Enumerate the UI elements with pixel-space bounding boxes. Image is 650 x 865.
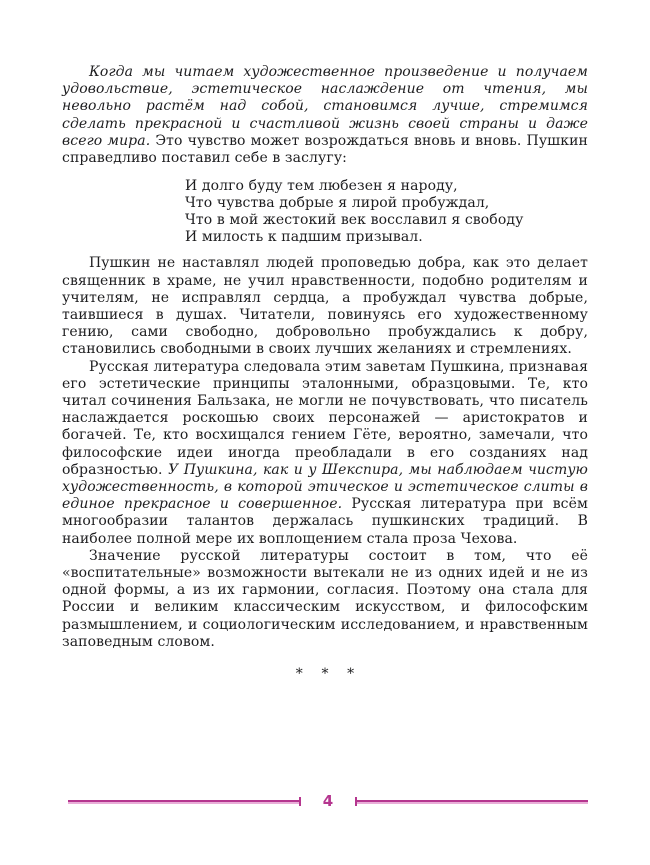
paragraph-intro	[62, 64, 588, 167]
poem-line: Что в мой жестокий век восславил я свободу	[185, 211, 524, 228]
paragraph-3	[62, 359, 588, 548]
poem-line: И милость к падшим призывал.	[185, 228, 423, 245]
paragraph-3-regular-segment-2: Русская литература при всём многообразии талантов держалась пушкинских традиций. В наиболее полной мере их воплощением стала проза Чехова.	[62, 496, 588, 547]
poem-line: И долго буду тем любезен я народу,	[185, 178, 458, 195]
paragraph-4: Значение русской литературы состоит в том, что её «воспитательные» возможности вытекали не из одних идей и не из одной формы, а из их гармонии, согласия. Поэтому она стала для России и великим классическим искусством, и философским размышлением, и социологическим исследованием, и нравственным заповедным словом.	[62, 547, 588, 650]
footer-rule-left-tick	[299, 797, 301, 806]
intro-italic-segment: Когда мы читаем художественное произведение и получаем удовольствие, эстетическое наслаждение от чтения, мы невольно растём над собой, становимся лучше, стремимся сделать прекрасной и счастливой жизнь своей страны и даже всего мира.	[62, 64, 588, 149]
paragraph-2: Пушкин не наставлял людей проповедью добра, как это делает священник в храме, не учил нравственности, подобно родителям и учителям, не исправлял сердца, а пробуждал чувства добрые, таившиеся в душах. Читатели, повинуясь его художественному гению, сами свободно, добровольно пробуждались к добру, становились свободными в своих лучших желаниях и стремлениях.	[62, 255, 588, 358]
footer-rule-right	[355, 800, 588, 804]
poem-line: Что чувства добрые я лирой пробуждал,	[185, 195, 490, 212]
page-number: 4	[322, 792, 334, 810]
text-block	[62, 64, 588, 683]
footer-rule-right-tick	[355, 797, 357, 806]
paragraph-3-italic-segment: У Пушкина, как и у Шекспира, мы наблюдаем чистую художественность, в которой этическое и эстетическое слиты в единое прекрасное и совершенное.	[62, 461, 588, 513]
pushkin-poem-quote	[185, 178, 588, 245]
intro-regular-segment: Это чувство может возрождаться вновь и вновь. Пушкин справедливо поставил себе в заслугу:	[62, 132, 588, 167]
paragraph-3-regular-segment: Русская литература следовала этим заветам Пушкина, признавая его эстетические принципы эталонными, образцовыми. Те, кто читал сочинения Бальзака, не могли не почувствовать, что писатель наслаждается роскошью своих персонажей — аристократов и богачей. Те, кто восхищался гением Гёте, вероятно, замечали, что философские идеи иногда преобладали в его созданиях над образностью.	[62, 358, 588, 478]
footer-rule-left	[68, 800, 301, 804]
section-separator: * * *	[295, 666, 355, 683]
page-footer	[68, 794, 588, 809]
